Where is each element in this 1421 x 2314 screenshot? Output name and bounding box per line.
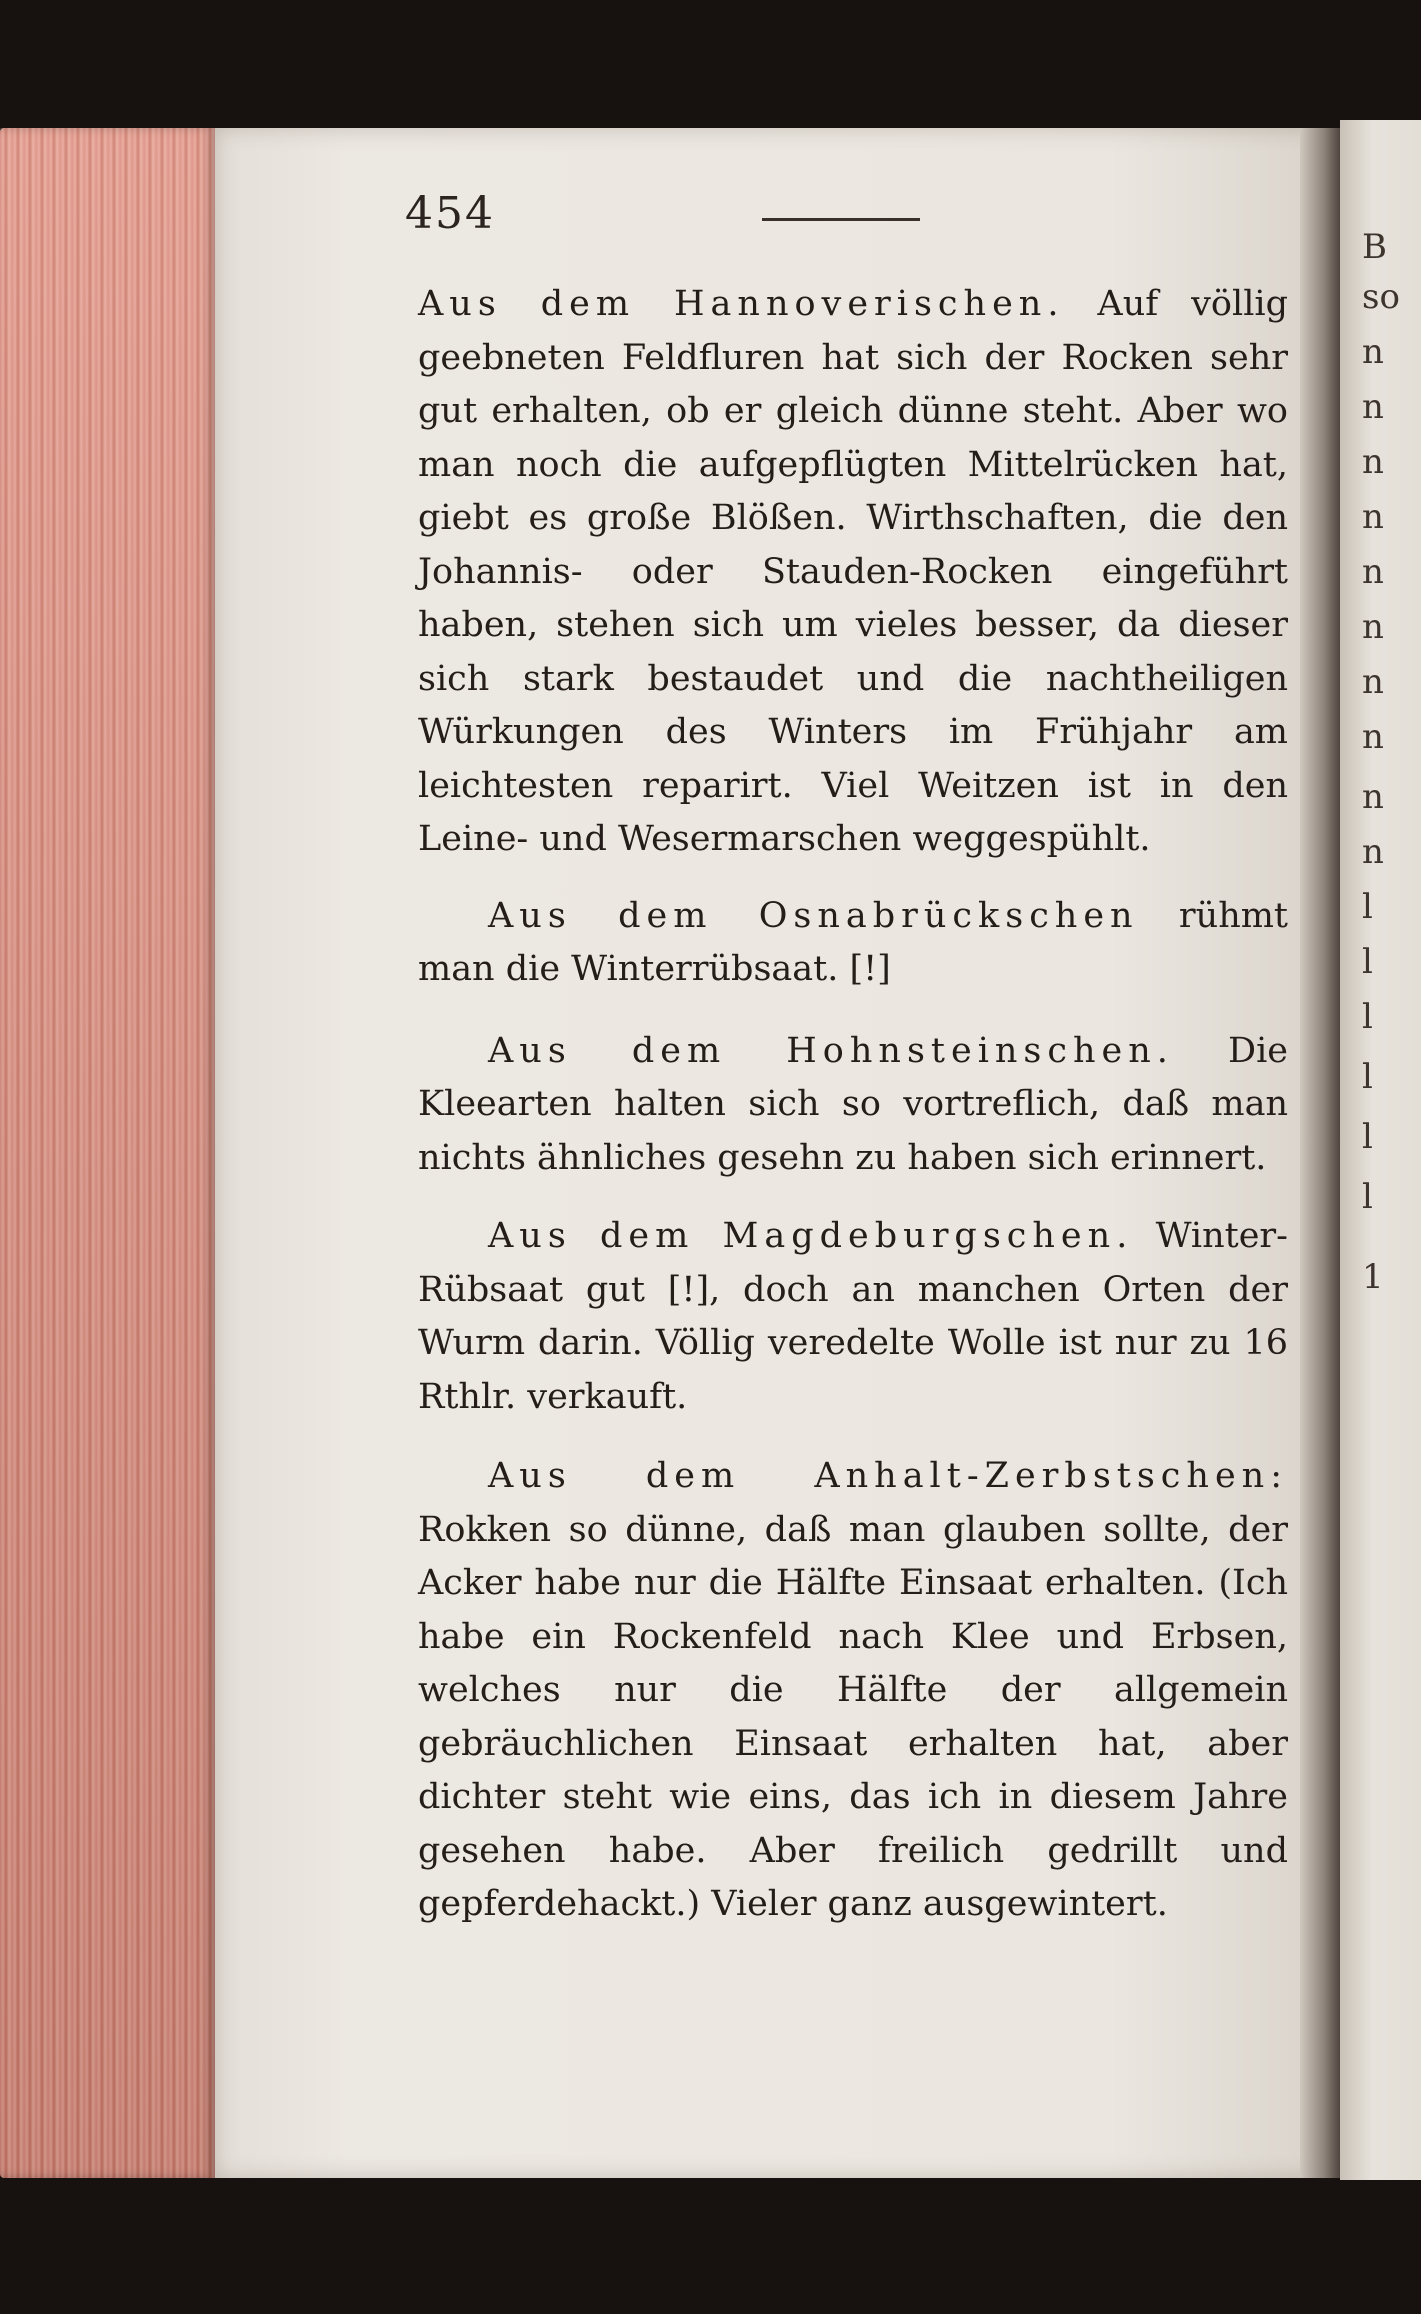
facing-page-fragment: B bbox=[1362, 227, 1387, 267]
paragraph-anhalt-zerbst bbox=[418, 1450, 1288, 1932]
paragraph-text: Die Kleearten halten sich so vortreflich, daß man nichts ähnliches gesehn zu haben sich erinnert. bbox=[418, 1030, 1288, 1178]
facing-page-fragment: n bbox=[1362, 777, 1384, 817]
facing-page-fragment: 1 bbox=[1362, 1257, 1384, 1297]
place-heading: Aus dem Hannoverischen. bbox=[418, 284, 1065, 324]
facing-page-fragment: l bbox=[1362, 997, 1373, 1037]
paragraph-hohnstein bbox=[418, 1025, 1288, 1186]
place-heading: Aus dem Anhalt-Zerbstschen: bbox=[488, 1456, 1288, 1496]
page-fore-edge bbox=[0, 128, 215, 2178]
facing-page-fragment: n bbox=[1362, 552, 1384, 592]
facing-page-fragment: l bbox=[1362, 887, 1373, 927]
place-heading: Aus dem Hohnsteinschen. bbox=[488, 1030, 1174, 1071]
facing-page-edge bbox=[1340, 120, 1421, 2180]
facing-page-fragment: n bbox=[1362, 662, 1384, 702]
facing-page-fragment: l bbox=[1362, 942, 1373, 982]
paragraph-text: Rokken so dünne, daß man glauben sollte, der Acker habe nur die Hälfte Einsaat erhalten. (Ich habe ein Rockenfeld nach Klee und Erbsen, welches nur die Hälfte der allgemein gebräuchlichen Einsaat erhalten hat, aber dichter steht wie eins, das ich in diesem Jahre gesehen habe. Aber freilich gedrillt und gepferdehackt.) Vieler ganz ausgewintert. bbox=[418, 1509, 1288, 1924]
place-heading: Aus dem Osnabrückschen bbox=[488, 895, 1139, 936]
paragraph-osnabrueck bbox=[418, 890, 1288, 997]
paragraph-text: rühmt man die Winterrübsaat. [!] bbox=[418, 895, 1288, 989]
paragraph-magdeburg bbox=[418, 1210, 1288, 1424]
paragraph-text: Winter-Rübsaat gut [!], doch an manchen Orten der Wurm darin. Völlig veredelte Wolle ist nur zu 16 Rthlr. verkauft. bbox=[418, 1216, 1288, 1417]
book-gutter bbox=[1300, 128, 1345, 2178]
paragraph-text: Auf völlig geebneten Feldfluren hat sich der Rocken sehr gut erhalten, ob er gleich dünne steht. Aber wo man noch die aufgepflügten Mittelrücken hat, giebt es große Blößen. Wirthschaften, die den Johannis- oder Stauden-Rocken eingeführt haben, stehen sich um vieles besser, da dieser sich stark bestaudet und die nachtheiligen Würkungen des Winters im Frühjahr am leichtesten reparirt. Viel Weitzen ist in den Leine- und Wesermarschen weggespühlt. bbox=[418, 284, 1288, 859]
facing-page-fragment: n bbox=[1362, 607, 1384, 647]
facing-page-fragment: l bbox=[1362, 1117, 1373, 1157]
page-number: 454 bbox=[405, 188, 495, 239]
facing-page-fragment: l bbox=[1362, 1177, 1373, 1217]
paragraph-hannover bbox=[418, 278, 1288, 867]
facing-page-fragment: l bbox=[1362, 1057, 1373, 1097]
header-rule bbox=[762, 218, 920, 221]
facing-page-fragment: n bbox=[1362, 832, 1384, 872]
facing-page-fragment: n bbox=[1362, 387, 1384, 427]
facing-page-fragment: so bbox=[1362, 277, 1400, 317]
page-body-text bbox=[418, 278, 1288, 1932]
facing-page-fragment: n bbox=[1362, 717, 1384, 757]
facing-page-fragment: n bbox=[1362, 442, 1384, 482]
facing-page-fragment: n bbox=[1362, 332, 1384, 372]
facing-page-fragment: n bbox=[1362, 497, 1384, 537]
place-heading: Aus dem Magdeburgschen. bbox=[488, 1216, 1134, 1256]
